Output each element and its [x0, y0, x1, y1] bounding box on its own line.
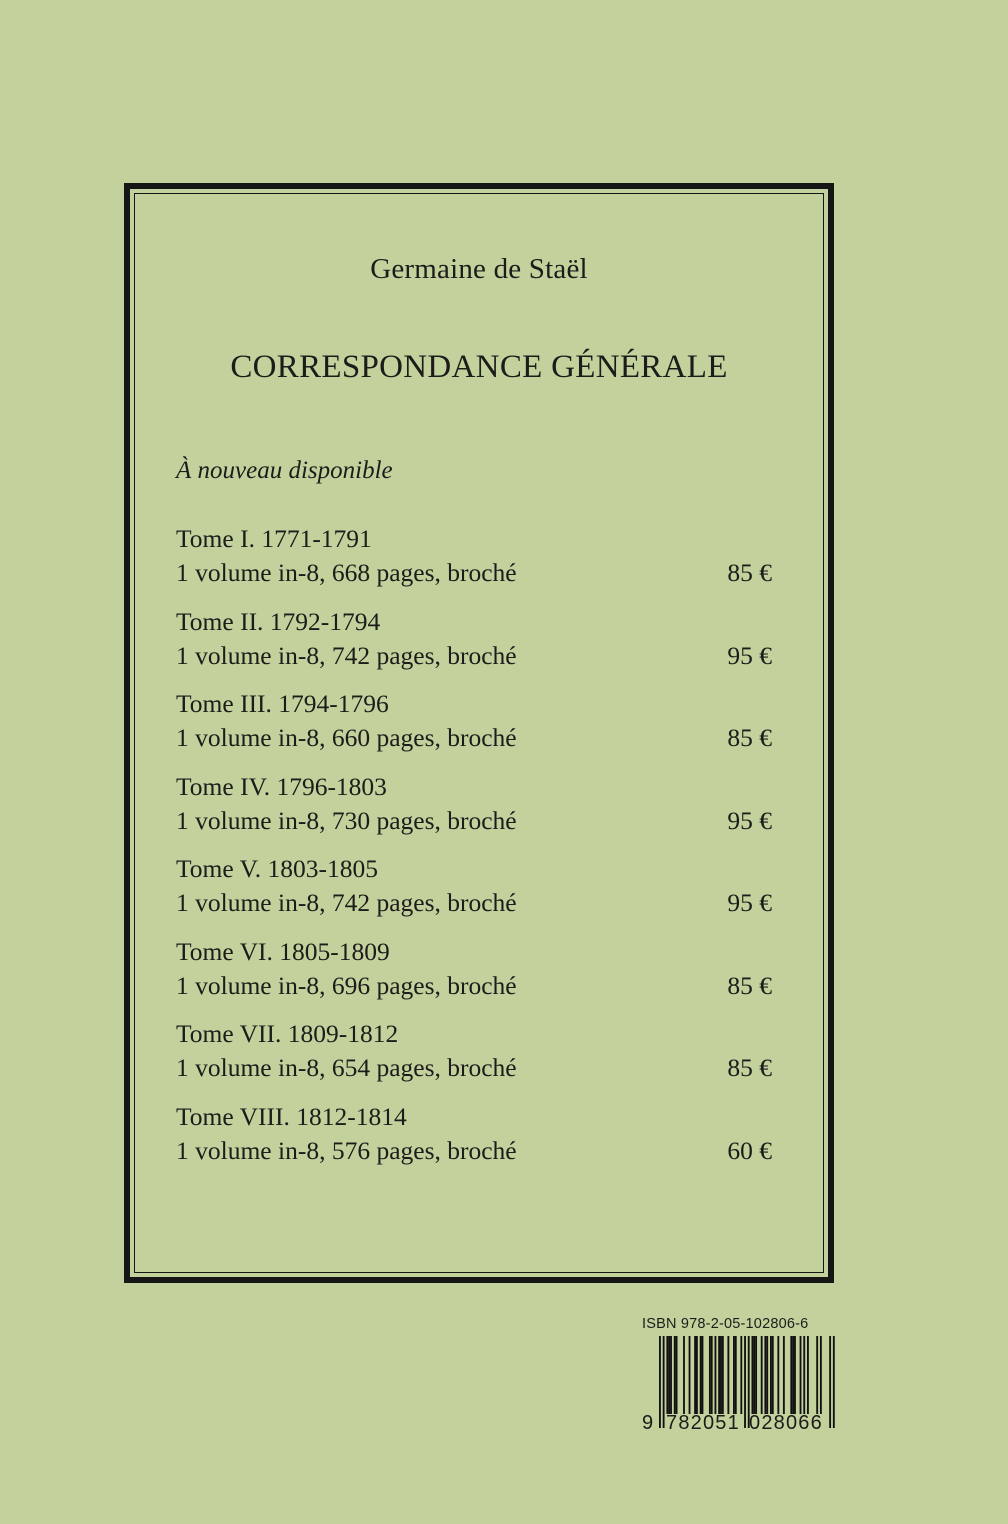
- volume-title: Tome VIII. 1812-1814: [176, 1101, 407, 1131]
- barcode-bar: [722, 1336, 724, 1414]
- barcode-bar: [772, 1336, 774, 1414]
- barcode-bar: [800, 1336, 802, 1414]
- barcode-bar: [764, 1336, 766, 1414]
- isbn-barcode: [642, 1316, 835, 1440]
- barcode-bar: [766, 1336, 768, 1414]
- volume-price: 85 €: [727, 1053, 772, 1082]
- availability-note: À nouveau disponible: [176, 457, 393, 484]
- volume-title: Tome II. 1792-1794: [176, 606, 381, 636]
- barcode-bar: [777, 1336, 779, 1414]
- volume-title: Tome VII. 1809-1812: [176, 1019, 399, 1048]
- barcode-bar: [711, 1336, 713, 1414]
- volume-description: 1 volume in-8, 660 pages, broché: [176, 723, 517, 752]
- barcode-bar: [689, 1336, 691, 1414]
- barcode-bar: [733, 1336, 735, 1414]
- list-item: [176, 687, 772, 770]
- barcode-bar: [696, 1336, 698, 1414]
- volume-title: Tome IV. 1796-1803: [176, 771, 387, 801]
- volume-price: 60 €: [727, 1135, 772, 1165]
- volume-description: 1 volume in-8, 742 pages, broché: [176, 640, 517, 670]
- volume-title: Tome III. 1794-1796: [176, 689, 389, 718]
- barcode-bar: [702, 1336, 704, 1414]
- list-item: [176, 605, 772, 688]
- barcode-bar: [663, 1336, 665, 1428]
- volume-title: Tome I. 1771-1791: [176, 524, 372, 553]
- barcode-bar: [783, 1336, 785, 1414]
- isbn-label: ISBN 978-2-05-102806-6: [642, 1316, 809, 1332]
- list-item: [176, 522, 772, 605]
- volume-price: 95 €: [727, 640, 772, 670]
- volume-description: 1 volume in-8, 730 pages, broché: [176, 805, 517, 835]
- volume-description: 1 volume in-8, 576 pages, broché: [176, 1135, 517, 1165]
- cover-frame: [124, 183, 834, 1283]
- volume-title: Tome VI. 1805-1809: [176, 936, 390, 966]
- barcode-bar: [694, 1336, 696, 1414]
- barcode-bar: [833, 1336, 835, 1428]
- volume-description: 1 volume in-8, 742 pages, broché: [176, 888, 517, 917]
- series-title: CORRESPONDANCE GÉNÉRALE: [230, 349, 728, 385]
- volume-price: 85 €: [727, 558, 772, 587]
- barcode-bar: [820, 1336, 822, 1414]
- list-item: [176, 935, 772, 1018]
- volume-description: 1 volume in-8, 668 pages, broché: [176, 558, 517, 587]
- barcode-bar: [752, 1336, 754, 1414]
- barcode-bar: [683, 1336, 685, 1414]
- list-item: [176, 852, 772, 935]
- list-item: [176, 1017, 772, 1100]
- volume-description: 1 volume in-8, 696 pages, broché: [176, 970, 517, 1000]
- barcode-bar: [670, 1336, 672, 1414]
- volume-price: 95 €: [727, 805, 772, 835]
- barcode-bar: [792, 1336, 794, 1414]
- volume-price: 85 €: [727, 970, 772, 1000]
- list-item: [176, 1100, 772, 1183]
- barcode-bar: [803, 1336, 805, 1414]
- barcode-bar: [715, 1336, 717, 1414]
- barcode-bar: [676, 1336, 678, 1414]
- barcode-bar: [807, 1336, 809, 1414]
- volume-list: [176, 522, 772, 1182]
- barcode-bar: [790, 1336, 792, 1414]
- volume-title: Tome V. 1803-1805: [176, 854, 378, 883]
- barcode-bar: [794, 1336, 796, 1414]
- volume-price: 95 €: [727, 888, 772, 917]
- author-name: Germaine de Staël: [370, 253, 588, 285]
- barcode-bar: [659, 1336, 661, 1428]
- barcode-bar: [718, 1336, 720, 1414]
- barcode-digit-first: 9: [642, 1412, 654, 1434]
- volume-price: 85 €: [727, 723, 772, 752]
- barcode-bar: [727, 1336, 729, 1414]
- barcode-bar: [829, 1336, 831, 1428]
- volume-description: 1 volume in-8, 654 pages, broché: [176, 1053, 517, 1082]
- barcode-bar: [740, 1336, 742, 1414]
- list-item: [176, 770, 772, 853]
- barcode-bar: [761, 1336, 763, 1414]
- barcode-bar: [709, 1336, 711, 1414]
- barcode-bar: [755, 1336, 757, 1414]
- barcode-bar: [816, 1336, 818, 1414]
- barcode-digits-right: 028066: [749, 1412, 823, 1434]
- barcode-bar: [668, 1336, 670, 1414]
- barcode-bar: [700, 1336, 702, 1414]
- barcode-bar: [770, 1336, 772, 1414]
- barcode-bar: [753, 1336, 755, 1414]
- barcode-bar: [666, 1336, 668, 1414]
- barcode-bar: [720, 1336, 722, 1414]
- barcode-bar: [735, 1336, 737, 1414]
- barcode-bar: [674, 1336, 676, 1414]
- barcode-digits-left: 782051: [666, 1412, 740, 1434]
- barcode-bar: [744, 1336, 746, 1428]
